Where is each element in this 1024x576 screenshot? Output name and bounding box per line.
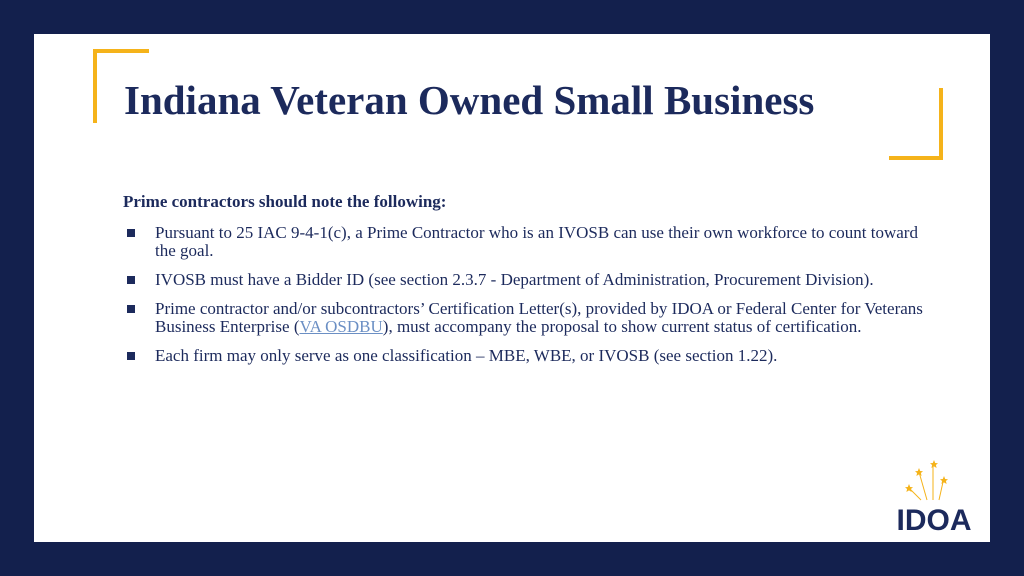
bullet-item [123,347,923,365]
bullet-item [123,300,923,336]
bullet-square-icon [127,229,135,237]
bullet-square-icon [127,276,135,284]
corner-bracket-bottom-right [889,88,943,160]
bullet-square-icon [127,305,135,313]
slide-title: Indiana Veteran Owned Small Business [124,77,815,123]
bullet-text-before-link: Prime contractor and/or subcontractors’ Certification Letter(s), provided by IDOA or Federal Center for Veterans Business Enterprise ( [155,299,923,336]
bullet-item [123,271,923,289]
slide [34,34,990,542]
bullet-square-icon [127,352,135,360]
bullet-text-after-link: ), must accompany the proposal to show current status of certification. [382,317,862,336]
bullet-text: Each firm may only serve as one classification – MBE, WBE, or IVOSB (see section 1.22). [155,346,778,365]
idoa-logo [889,458,979,534]
bullet-item [123,224,923,260]
bullet-text: IVOSB must have a Bidder ID (see section 2.3.7 - Department of Administration, Procurement Division). [155,270,874,289]
bullet-text: Pursuant to 25 IAC 9-4-1(c), a Prime Contractor who is an IVOSB can use their own workforce to count toward the goal. [155,223,918,260]
va-osdbu-link[interactable]: VA OSDBU [299,317,383,336]
intro-heading: Prime contractors should note the following: [123,192,447,211]
logo-text: IDOA [896,504,972,534]
bullet-list [123,224,923,376]
